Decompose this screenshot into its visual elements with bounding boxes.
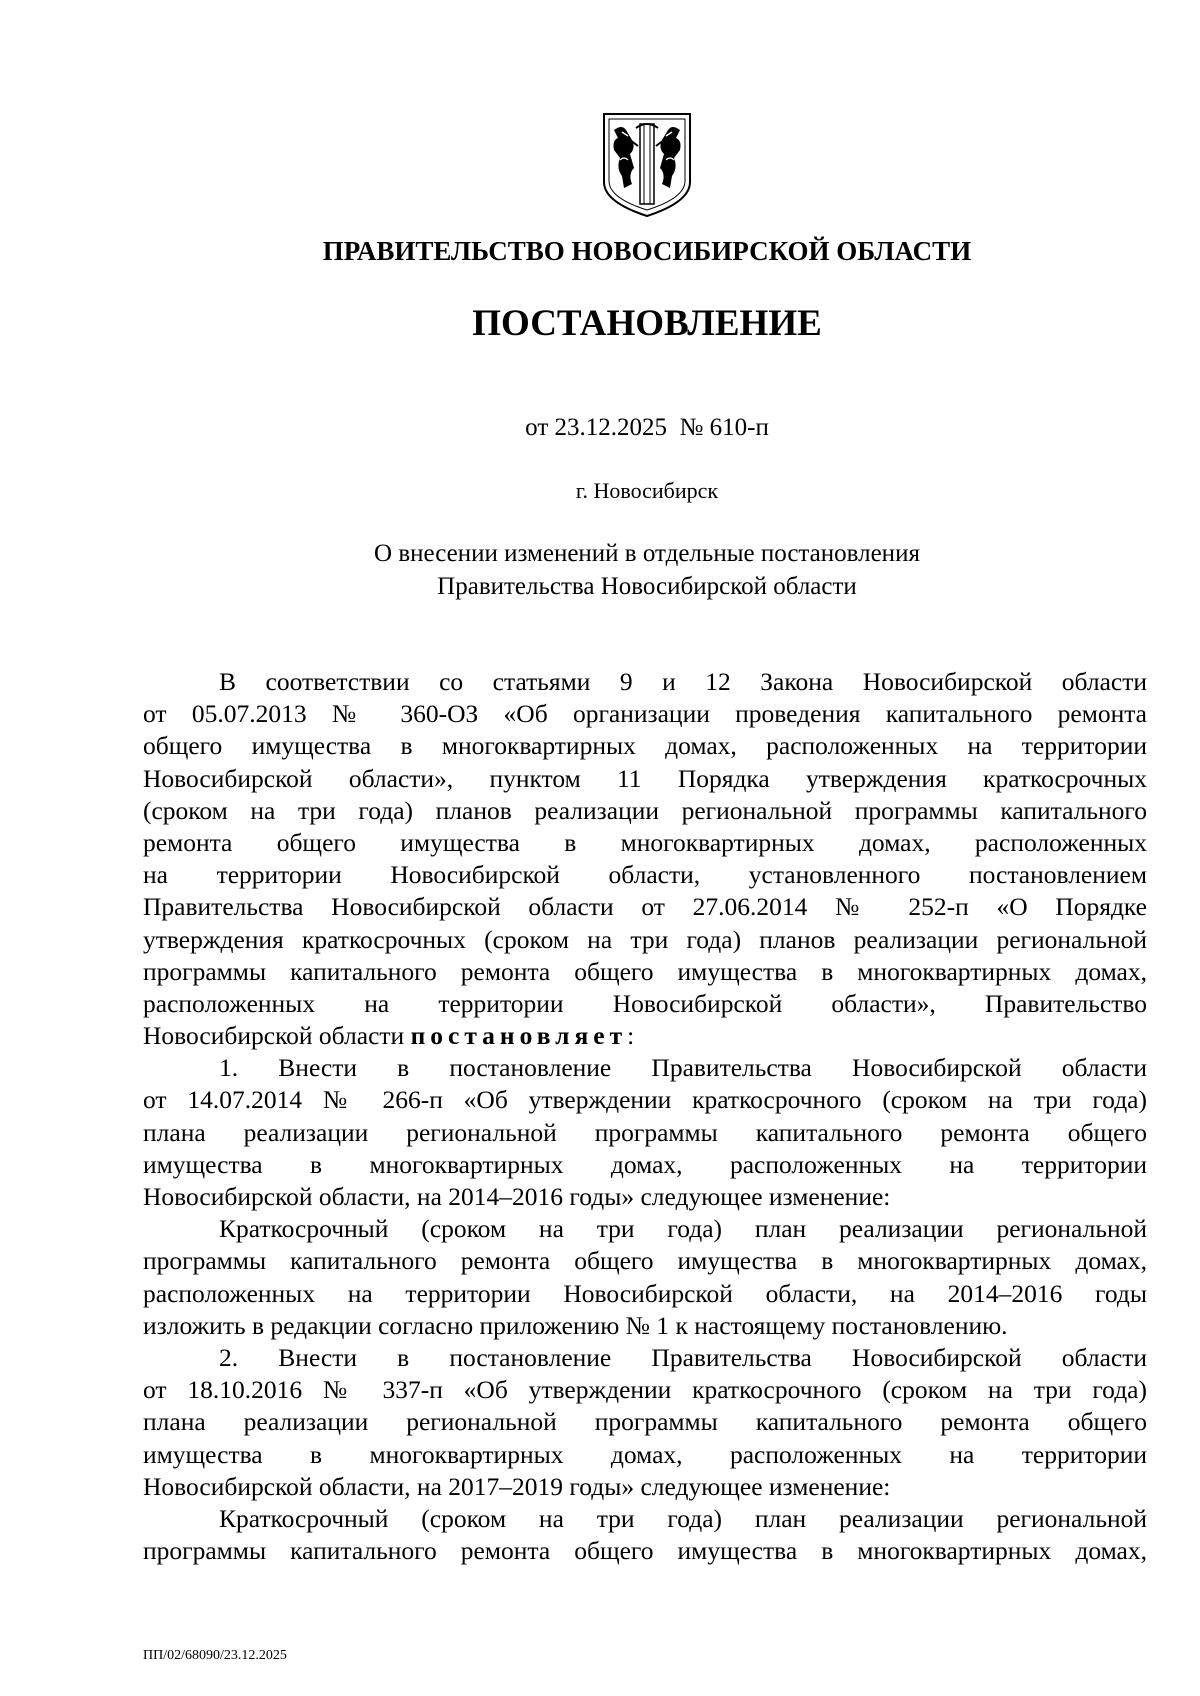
body-line [143,1020,1147,1052]
subject-line: О внесении изменений в отдельные постановления [374,540,920,567]
document-code: ПП/02/68090/23.12.2025 [143,1648,287,1663]
body-line: Правительства Новосибирской области от 27.06.2014 № 252-п «О Порядке [143,892,1147,922]
body-line: плана реализации региональной программы капитального ремонта общего [143,1117,1147,1147]
body-line: программы капитального ремонта общего имущества в многоквартирных домах, [143,1246,1147,1276]
body-line: на территории Новосибирской области, установленного постановлением [143,860,1147,890]
body-line: 2. Внести в постановление Правительства Новосибирской области [219,1342,1147,1372]
body-line: от 05.07.2013 № 360-ОЗ «Об организации проведения капитального ремонта [143,699,1147,729]
body-line: Краткосрочный (сроком на три года) план реализации региональной [219,1214,1147,1244]
body-line: ремонта общего имущества в многоквартирных домах, расположенных [143,827,1147,857]
decree-colon: : [627,1021,635,1051]
government-title: ПРАВИТЕЛЬСТВО НОВОСИБИРСКОЙ ОБЛАСТИ [322,236,972,266]
body-line: изложить в редакции согласно приложению № 1 к настоящему постановлению. [143,1310,1008,1340]
body-line: от 18.10.2016 № 337-п «Об утверждении краткосрочного (сроком на три года) [143,1375,1147,1405]
city-name: г. Новосибирск [575,478,719,503]
body-line: Новосибирской области», пунктом 11 Порядка утверждения краткосрочных [143,763,1147,793]
document-body [143,666,1147,1567]
body-line: имущества в многоквартирных домах, расположенных на территории [143,1149,1147,1179]
body-line: (сроком на три года) планов реализации региональной программы капитального [143,795,1147,825]
body-line: имущества в многоквартирных домах, расположенных на территории [143,1439,1147,1469]
subject-line: Правительства Новосибирской области [437,573,857,600]
body-line: Краткосрочный (сроком на три года) план реализации региональной [219,1503,1147,1533]
body-line: от 14.07.2014 № 266-п «Об утверждении краткосрочного (сроком на три года) [143,1085,1147,1115]
coat-of-arms-icon [600,110,694,220]
body-line-text: Новосибирской области [143,1021,405,1051]
body-line: общего имущества в многоквартирных домах, расположенных на территории [143,731,1147,761]
body-line: В соответствии со статьями 9 и 12 Закона Новосибирской области [219,667,1147,696]
body-line: 1. Внести в постановление Правительства Новосибирской области [219,1053,1147,1083]
body-line: расположенных на территории Новосибирской области, на 2014–2016 годы [143,1278,1147,1308]
document-type: ПОСТАНОВЛЕНИЕ [472,303,822,344]
body-line: программы капитального ремонта общего имущества в многоквартирных домах, [143,1536,1147,1566]
body-line: плана реализации региональной программы капитального ремонта общего [143,1407,1147,1437]
body-line: утверждения краткосрочных (сроком на три года) планов реализации региональной [143,924,1147,954]
body-line: расположенных на территории Новосибирской области», Правительство [143,988,1147,1018]
body-line: программы капитального ремонта общего имущества в многоквартирных домах, [143,956,1147,986]
decree-word: постановляет [410,1021,628,1051]
body-line: Новосибирской области, на 2014–2016 годы» следующее изменение: [143,1182,891,1211]
date-and-number: от 23.12.2025 № 610-п [525,414,769,441]
document-subject [0,537,1200,603]
body-line: Новосибирской области, на 2017–2019 годы» следующее изменение: [143,1471,891,1501]
